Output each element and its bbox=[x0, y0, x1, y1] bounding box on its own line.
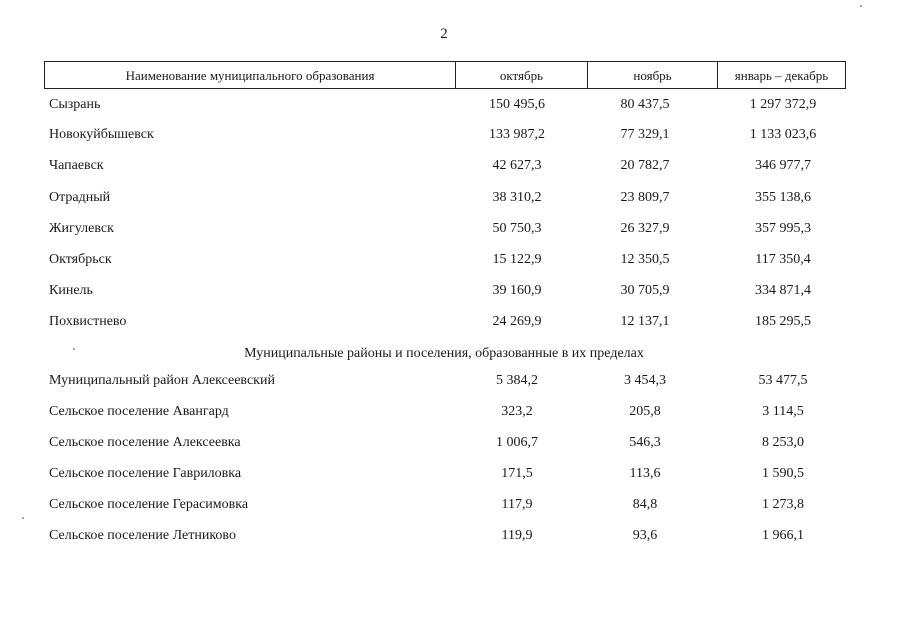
row-november: 3 454,3 bbox=[624, 373, 666, 388]
row-year: 1 297 372,9 bbox=[749, 97, 817, 112]
table-row bbox=[0, 97, 905, 117]
row-october: 117,9 bbox=[501, 497, 533, 512]
row-year: 117 350,4 bbox=[755, 252, 811, 267]
row-october: 42 627,3 bbox=[492, 158, 542, 173]
table-row bbox=[0, 497, 905, 517]
row-name: Жигулевск bbox=[49, 221, 114, 236]
row-november: 12 350,5 bbox=[620, 252, 670, 267]
row-november: 77 329,1 bbox=[620, 127, 670, 142]
row-october: 24 269,9 bbox=[492, 314, 542, 329]
row-october: 38 310,2 bbox=[492, 190, 542, 205]
table-row bbox=[0, 528, 905, 548]
row-october: 5 384,2 bbox=[496, 373, 538, 388]
row-name: Сельское поселение Авангард bbox=[49, 404, 229, 419]
row-year: 357 995,3 bbox=[755, 221, 811, 236]
row-name: Сельское поселение Алексеевка bbox=[49, 435, 241, 450]
row-november: 80 437,5 bbox=[620, 97, 670, 112]
row-november: 546,3 bbox=[629, 435, 661, 450]
row-name: Сызрань bbox=[49, 97, 101, 112]
row-year: 334 871,4 bbox=[755, 283, 811, 298]
table-row bbox=[0, 190, 905, 210]
page-number: 2 bbox=[440, 26, 448, 42]
table-row bbox=[0, 252, 905, 272]
row-year: 1 273,8 bbox=[762, 497, 804, 512]
row-year: 346 977,7 bbox=[755, 158, 811, 173]
row-november: 205,8 bbox=[629, 404, 661, 419]
table-row bbox=[0, 466, 905, 486]
row-october: 171,5 bbox=[501, 466, 533, 481]
table-row bbox=[0, 404, 905, 424]
row-november: 30 705,9 bbox=[620, 283, 670, 298]
table-row bbox=[0, 158, 905, 178]
row-october: 119,9 bbox=[501, 528, 533, 543]
header-year: январь – декабрь bbox=[717, 62, 845, 88]
row-name: Муниципальный район Алексеевский bbox=[49, 373, 275, 388]
row-october: 133 987,2 bbox=[489, 127, 545, 142]
row-october: 39 160,9 bbox=[492, 283, 542, 298]
row-name: Октябрьск bbox=[49, 252, 112, 267]
row-october: 1 006,7 bbox=[496, 435, 538, 450]
row-november: 84,8 bbox=[632, 497, 658, 512]
scan-speck bbox=[860, 5, 862, 7]
row-october: 15 122,9 bbox=[492, 252, 542, 267]
row-november: 20 782,7 bbox=[620, 158, 670, 173]
row-name: Сельское поселение Герасимовка bbox=[49, 497, 249, 512]
row-year: 1 590,5 bbox=[762, 466, 804, 481]
row-name: Похвистнево bbox=[49, 314, 127, 329]
row-year: 185 295,5 bbox=[755, 314, 811, 329]
table-row bbox=[0, 127, 905, 147]
scan-speck bbox=[73, 348, 75, 350]
row-year: 8 253,0 bbox=[762, 435, 804, 450]
table-header bbox=[44, 61, 846, 89]
row-name: Новокуйбышевск bbox=[49, 127, 154, 142]
row-name: Чапаевск bbox=[49, 158, 104, 173]
row-year: 53 477,5 bbox=[758, 373, 808, 388]
section-title: Муниципальные районы и поселения, образованные в их пределах bbox=[244, 346, 644, 361]
scan-speck bbox=[22, 517, 24, 519]
table-row bbox=[0, 435, 905, 455]
row-year: 355 138,6 bbox=[755, 190, 811, 205]
table-row bbox=[0, 283, 905, 303]
header-november: ноябрь bbox=[587, 62, 717, 88]
table-row bbox=[0, 373, 905, 393]
row-name: Отрадный bbox=[49, 190, 111, 205]
row-october: 323,2 bbox=[501, 404, 533, 419]
row-year: 3 114,5 bbox=[762, 404, 804, 419]
row-november: 113,6 bbox=[629, 466, 661, 481]
header-october: октябрь bbox=[455, 62, 587, 88]
table-row bbox=[0, 221, 905, 241]
row-november: 23 809,7 bbox=[620, 190, 670, 205]
row-october: 150 495,6 bbox=[489, 97, 545, 112]
row-name: Кинель bbox=[49, 283, 93, 298]
row-year: 1 966,1 bbox=[762, 528, 804, 543]
row-october: 50 750,3 bbox=[492, 221, 542, 236]
row-name: Сельское поселение Летниково bbox=[49, 528, 236, 543]
row-november: 26 327,9 bbox=[620, 221, 670, 236]
row-year: 1 133 023,6 bbox=[749, 127, 817, 142]
row-november: 12 137,1 bbox=[620, 314, 670, 329]
row-name: Сельское поселение Гавриловка bbox=[49, 466, 242, 481]
table-row bbox=[0, 314, 905, 334]
row-november: 93,6 bbox=[632, 528, 658, 543]
header-municipality: Наименование муниципального образования bbox=[125, 68, 375, 83]
